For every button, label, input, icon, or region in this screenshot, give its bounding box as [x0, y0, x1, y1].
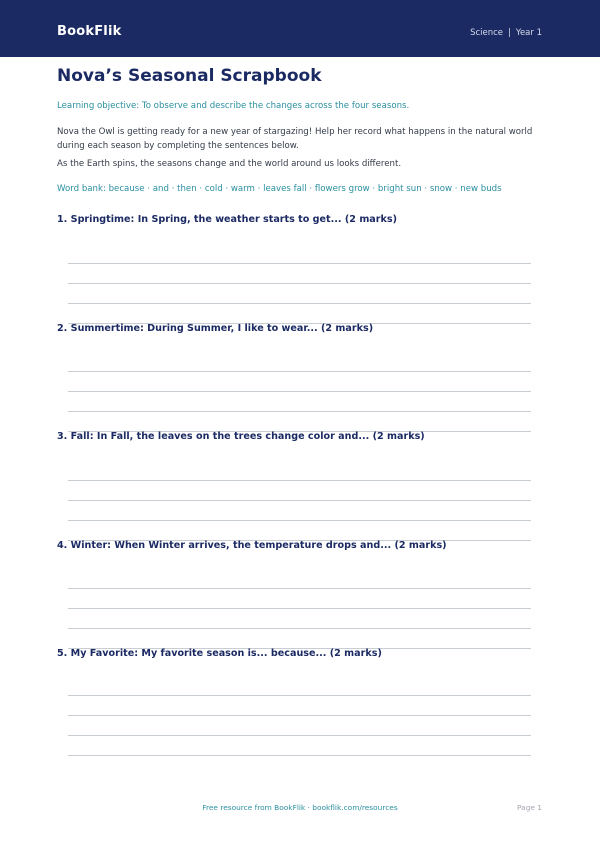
intro-paragraph: Nova the Owl is getting ready for a new year of stargazing! Help her record what happens in the natural world during each season by completing the sentences below.	[57, 127, 533, 151]
year-label: Year 1	[515, 28, 542, 38]
question-1	[57, 214, 543, 225]
answer-line[interactable]	[68, 715, 531, 716]
answer-line[interactable]	[68, 755, 531, 756]
footer-resource-link[interactable]: Free resource from BookFlik · bookflik.com/resources	[202, 803, 398, 812]
answer-line[interactable]	[68, 391, 531, 392]
answer-line[interactable]	[68, 263, 531, 264]
answer-line[interactable]	[68, 735, 531, 736]
answer-line[interactable]	[68, 283, 531, 284]
question-5	[57, 648, 543, 659]
subject-label: Science	[470, 28, 504, 38]
intro-paragraph-2: As the Earth spins, the seasons change and the world around us looks different.	[57, 159, 402, 169]
answer-line[interactable]	[68, 371, 531, 372]
question-2	[57, 323, 543, 334]
answer-line[interactable]	[68, 695, 531, 696]
question-text: 4. Winter: When Winter arrives, the temperature drops and... (2 marks)	[57, 540, 447, 551]
worksheet-title: Nova’s Seasonal Scrapbook	[57, 66, 322, 86]
brand-logo: BookFlik	[57, 24, 122, 39]
answer-line[interactable]	[68, 628, 531, 629]
answer-line[interactable]	[68, 500, 531, 501]
answer-line[interactable]	[68, 608, 531, 609]
answer-line[interactable]	[68, 520, 531, 521]
question-4	[57, 540, 543, 551]
question-text: 1. Springtime: In Spring, the weather starts to get... (2 marks)	[57, 214, 397, 225]
word-bank: Word bank: because · and · then · cold · warm · leaves fall · flowers grow · bright sun · snow · new buds	[57, 184, 502, 194]
subject-year	[470, 28, 542, 38]
learning-objective: Learning objective: To observe and describe the changes across the four seasons.	[57, 101, 410, 111]
answer-line[interactable]	[68, 411, 531, 412]
header-bar	[0, 0, 600, 57]
question-text: 2. Summertime: During Summer, I like to wear... (2 marks)	[57, 323, 374, 334]
answer-line[interactable]	[68, 588, 531, 589]
answer-line[interactable]	[68, 303, 531, 304]
meta-separator: |	[508, 28, 511, 38]
page-number: Page 1	[517, 803, 542, 812]
question-3	[57, 431, 543, 442]
question-text: 5. My Favorite: My favorite season is... because... (2 marks)	[57, 648, 382, 659]
answer-line[interactable]	[68, 480, 531, 481]
question-text: 3. Fall: In Fall, the leaves on the trees change color and... (2 marks)	[57, 431, 425, 442]
